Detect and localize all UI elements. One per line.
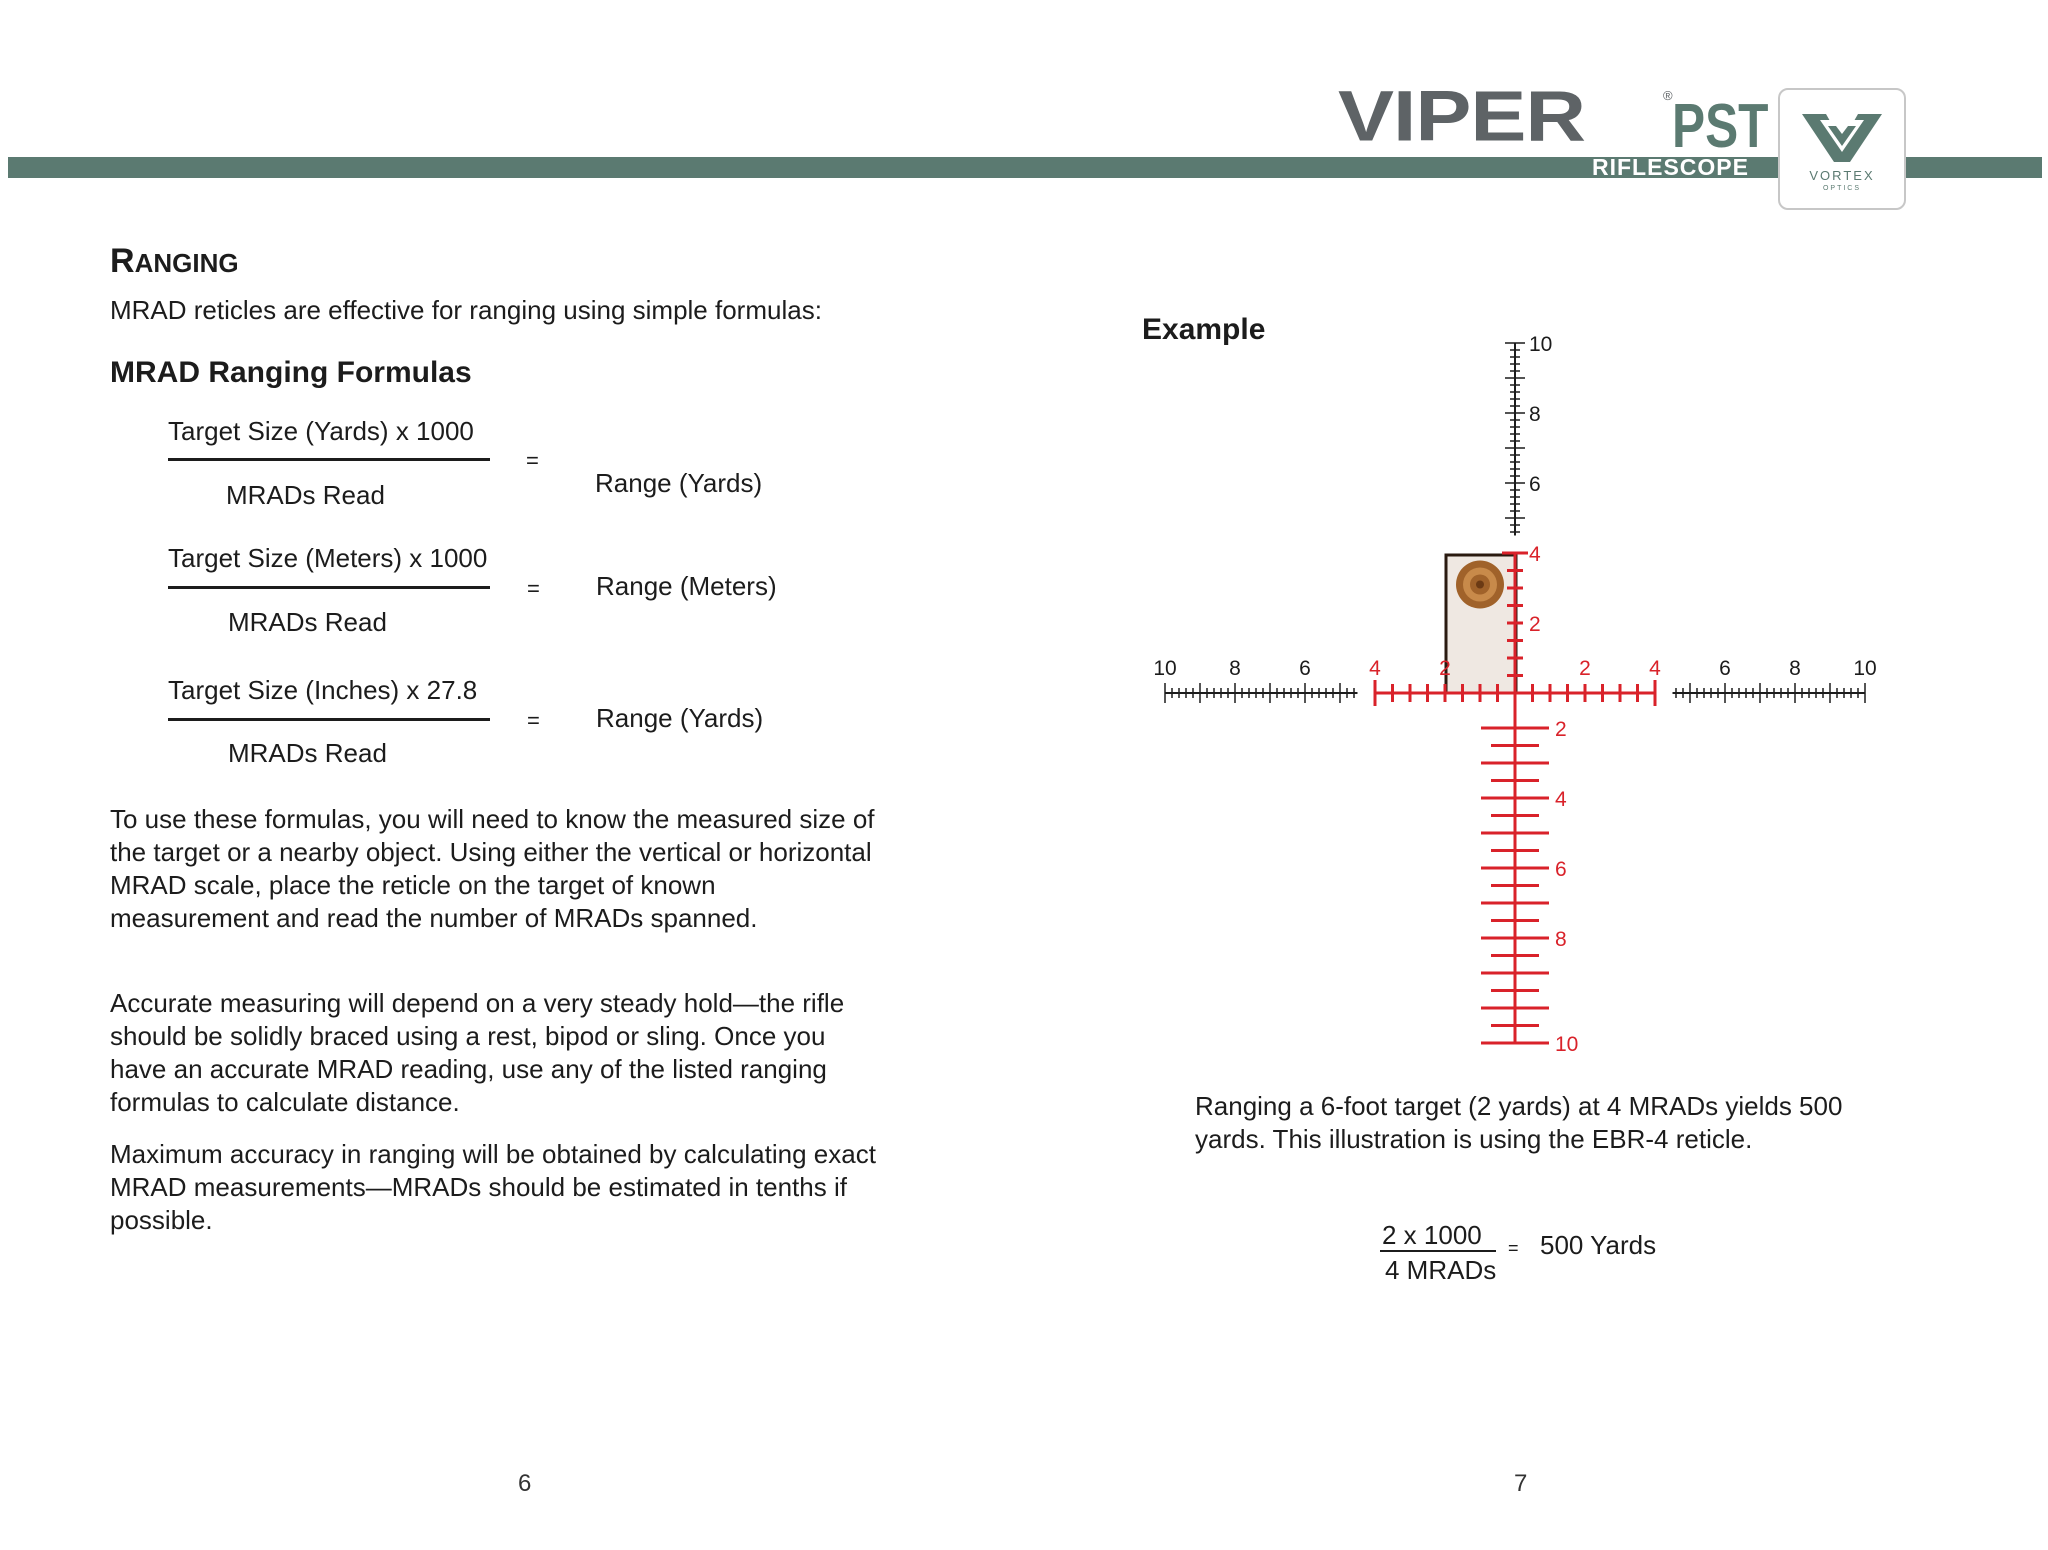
logo-subtext: OPTICS bbox=[1822, 185, 1862, 192]
example-heading: Example bbox=[1142, 313, 1266, 346]
scale-label-top: 8 bbox=[1529, 403, 1541, 426]
vortex-mark-icon bbox=[1780, 90, 1904, 170]
formula-result: Range (Yards) bbox=[595, 468, 763, 498]
reticle-illustration bbox=[1150, 330, 1890, 1060]
section-title-rest: ANGING bbox=[134, 248, 239, 278]
formula-result: Range (Meters) bbox=[596, 571, 777, 601]
formula-numerator: Target Size (Yards) x 1000 bbox=[168, 416, 474, 446]
scale-label-top-red: 2 bbox=[1529, 613, 1541, 636]
scale-label-top: 6 bbox=[1529, 473, 1541, 496]
calc-result: 500 Yards bbox=[1540, 1230, 1657, 1260]
calc-denominator: 4 MRADs bbox=[1385, 1255, 1497, 1285]
scale-label-bottom-red: 2 bbox=[1555, 718, 1567, 741]
scale-label-bottom-red: 10 bbox=[1555, 1033, 1579, 1056]
formula-denominator: MRADs Read bbox=[226, 480, 385, 510]
formula-equals: = bbox=[526, 448, 539, 473]
scale-label-top: 10 bbox=[1529, 333, 1553, 356]
section-title-initial: R bbox=[110, 242, 135, 280]
scale-label-right: 10 bbox=[1853, 657, 1877, 680]
body-paragraph-2: Accurate measuring will depend on a very steady hold—the rifle should be solidly braced using a rest, bipod or sling. Once you have an accurate MRAD reading, use any of the listed ranging formulas to calculate distance. bbox=[110, 988, 845, 1117]
scale-label-right-red: 4 bbox=[1649, 657, 1661, 680]
calc-equals: = bbox=[1508, 1238, 1519, 1258]
intro-text: MRAD reticles are effective for ranging using simple formulas: bbox=[110, 295, 822, 325]
vortex-logo bbox=[1778, 88, 1906, 210]
formula-numerator: Target Size (Meters) x 1000 bbox=[168, 543, 488, 573]
scale-label-bottom-red: 6 bbox=[1555, 858, 1567, 881]
formula-equals: = bbox=[527, 576, 540, 601]
scale-label-right-red: 2 bbox=[1579, 657, 1591, 680]
formula-numerator: Target Size (Inches) x 27.8 bbox=[168, 675, 478, 705]
formula-divider bbox=[168, 718, 490, 721]
body-paragraph-1: To use these formulas, you will need to know the measured size of the target or a nearby object. Using either the vertical or horizontal MRAD scale, place the reticle on the target of known measurement and read the number of MRADs spanned. bbox=[110, 804, 875, 933]
page-number-right: 7 bbox=[1514, 1470, 1528, 1497]
formula-denominator: MRADs Read bbox=[228, 738, 387, 768]
scale-label-left-red: 4 bbox=[1369, 657, 1381, 680]
formula-result: Range (Yards) bbox=[596, 703, 764, 733]
scale-label-left: 6 bbox=[1299, 657, 1311, 680]
body-paragraph-3: Maximum accuracy in ranging will be obtained by calculating exact MRAD measurements—MRADs should be estimated in tenths if possible. bbox=[110, 1139, 876, 1235]
formulas-heading: MRAD Ranging Formulas bbox=[110, 356, 472, 389]
bullseye-ring bbox=[1476, 581, 1484, 589]
page-number-left: 6 bbox=[518, 1470, 532, 1497]
formula-divider bbox=[168, 458, 490, 461]
scale-label-left: 10 bbox=[1153, 657, 1177, 680]
formula-equals: = bbox=[527, 708, 540, 733]
formula-denominator: MRADs Read bbox=[228, 607, 387, 637]
scale-label-right: 8 bbox=[1789, 657, 1801, 680]
logo-text: VORTEX bbox=[1809, 168, 1875, 183]
scale-label-left: 8 bbox=[1229, 657, 1241, 680]
scale-label-bottom-red: 4 bbox=[1555, 788, 1567, 811]
formula-divider bbox=[168, 586, 490, 589]
calc-numerator: 2 x 1000 bbox=[1382, 1220, 1482, 1250]
brand-subtitle: RIFLESCOPE bbox=[1592, 154, 1749, 180]
section-title bbox=[110, 244, 239, 278]
brand-name: VIPER bbox=[1338, 75, 1586, 156]
brand-registered: ® bbox=[1663, 88, 1673, 103]
calc-divider bbox=[1380, 1250, 1496, 1252]
scale-label-left-red: 2 bbox=[1439, 657, 1451, 680]
scale-label-right: 6 bbox=[1719, 657, 1731, 680]
scale-label-top-red: 4 bbox=[1529, 543, 1541, 566]
scale-label-bottom-red: 8 bbox=[1555, 928, 1567, 951]
brand-model: PST bbox=[1672, 92, 1769, 161]
brand-logo bbox=[1338, 75, 1769, 180]
example-caption: Ranging a 6-foot target (2 yards) at 4 MRADs yields 500 yards. This illustration is using the EBR-4 reticle. bbox=[1195, 1091, 1843, 1154]
